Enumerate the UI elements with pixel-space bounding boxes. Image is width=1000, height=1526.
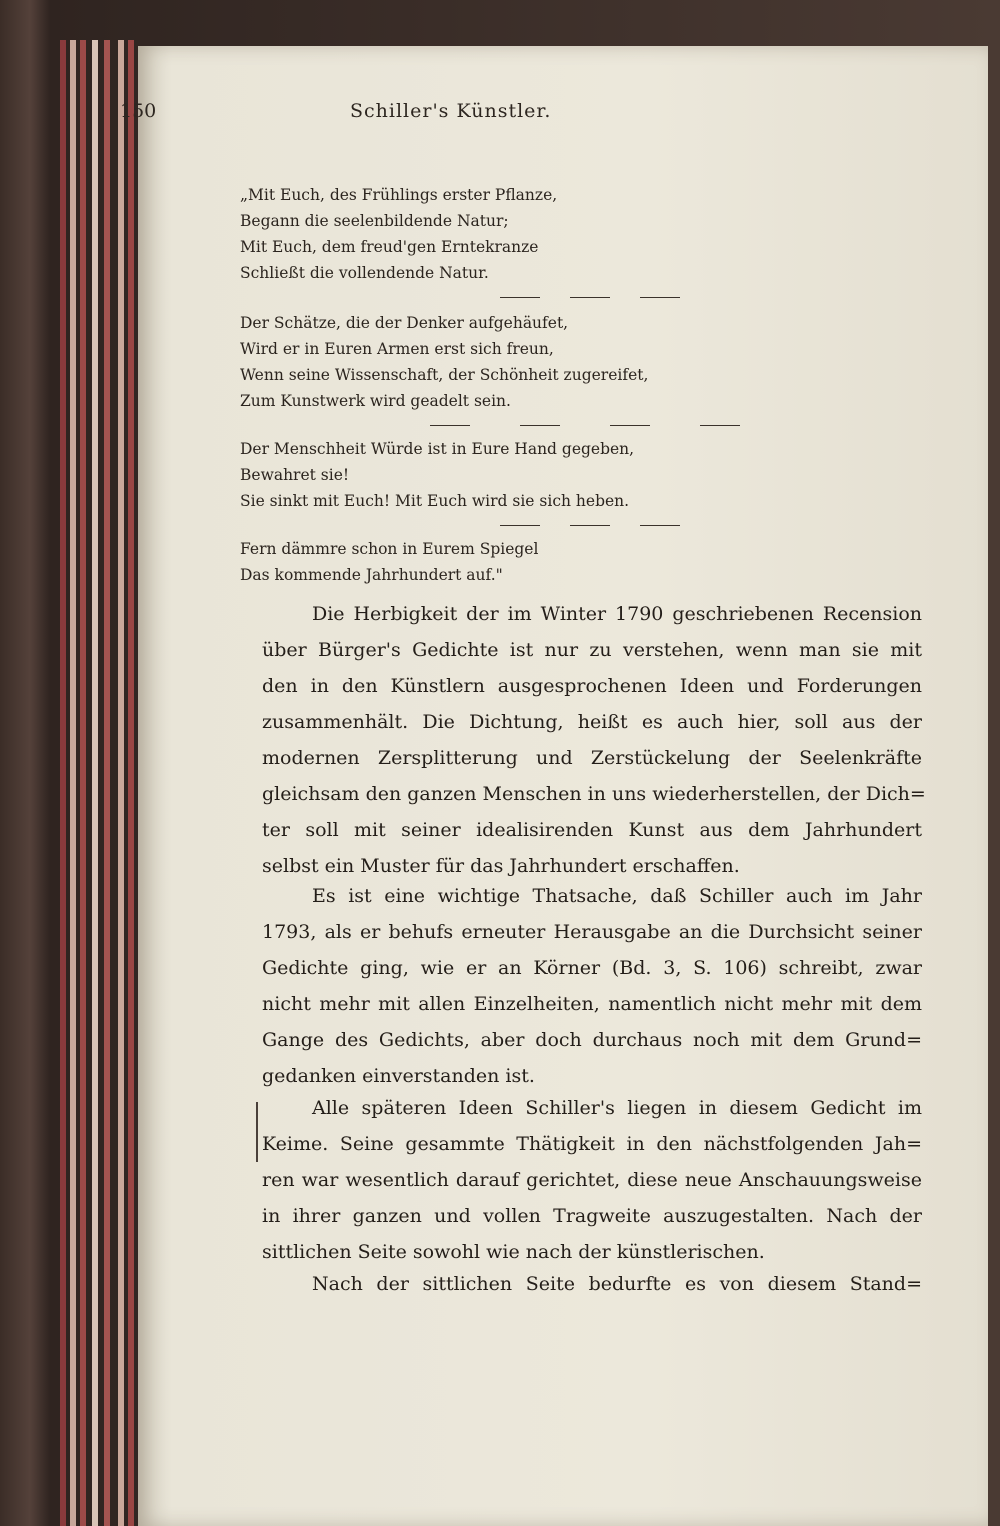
text-line: Alle späteren Ideen Schiller's liegen in diesem Gedicht im	[312, 1097, 922, 1119]
verse-line: Das kommende Jahrhundert auf."	[240, 566, 503, 584]
running-title: Schiller's Künstler.	[350, 100, 552, 122]
paragraph	[262, 878, 922, 1094]
verse-stanza	[240, 182, 800, 286]
text-line: gedanken einverstanden ist.	[262, 1065, 535, 1087]
text-line: Nach der sittlichen Seite bedurfte es von diesem Stand=	[312, 1273, 922, 1295]
text-line: Es ist eine wichtige Thatsache, daß Schiller auch im Jahr	[312, 885, 922, 907]
text-line: modernen Zersplitterung und Zerstückelung der Seelenkräfte	[262, 747, 922, 769]
page-edge-light	[118, 40, 124, 1526]
text-line: gleichsam den ganzen Menschen in uns wiederherstellen, der Dich=	[262, 783, 926, 805]
text-line: nicht mehr mit allen Einzelheiten, namentlich nicht mehr mit dem	[262, 993, 922, 1015]
page-edge-light	[70, 40, 76, 1526]
text-line: Gedichte ging, wie er an Körner (Bd. 3, S. 106) schreibt, zwar	[262, 957, 922, 979]
text-line: in ihrer ganzen und vollen Tragweite auszugestalten. Nach der	[262, 1205, 922, 1227]
page-edge-red	[128, 40, 134, 1526]
margin-mark	[256, 1102, 258, 1162]
verse-stanza	[240, 536, 800, 588]
paragraph	[262, 1266, 922, 1302]
section-divider	[430, 420, 740, 430]
section-divider	[500, 292, 680, 302]
page-edge-red	[60, 40, 66, 1526]
page-header	[120, 100, 680, 130]
verse-stanza	[240, 436, 800, 514]
text-line: selbst ein Muster für das Jahrhundert erschaffen.	[262, 855, 740, 877]
verse-line: Der Menschheit Würde ist in Eure Hand gegeben,	[240, 440, 635, 458]
text-line: Gange des Gedichts, aber doch durchaus noch mit dem Grund=	[262, 1029, 922, 1051]
verse-line: Begann die seelenbildende Natur;	[240, 212, 509, 230]
page-number: 150	[120, 100, 157, 122]
paragraph	[262, 596, 926, 884]
verse-line: Mit Euch, dem freud'gen Erntekranze	[240, 238, 539, 256]
text-line: 1793, als er behufs erneuter Herausgabe an die Durchsicht seiner	[262, 921, 922, 943]
verse-line: Zum Kunstwerk wird geadelt sein.	[240, 392, 511, 410]
paragraph	[262, 1090, 922, 1270]
verse-line: Wenn seine Wissenschaft, der Schönheit zugereifet,	[240, 366, 649, 384]
text-line: Keime. Seine gesammte Thätigkeit in den nächstfolgenden Jah=	[262, 1133, 922, 1155]
verse-line: Fern dämmre schon in Eurem Spiegel	[240, 540, 539, 558]
text-line: Die Herbigkeit der im Winter 1790 geschriebenen Recension	[312, 603, 922, 625]
verse-line: Wird er in Euren Armen erst sich freun,	[240, 340, 554, 358]
text-line: sittlichen Seite sowohl wie nach der künstlerischen.	[262, 1241, 765, 1263]
page-edge-red	[104, 40, 110, 1526]
verse-line: „Mit Euch, des Frühlings erster Pflanze,	[240, 186, 558, 204]
verse-line: Bewahret sie!	[240, 466, 350, 484]
section-divider	[500, 520, 680, 530]
verse-line: Sie sinkt mit Euch! Mit Euch wird sie sich heben.	[240, 492, 630, 510]
page-edge-red	[80, 40, 86, 1526]
verse-stanza	[240, 310, 800, 414]
page-edge-light	[92, 40, 98, 1526]
text-line: ren war wesentlich darauf gerichtet, diese neue Anschauungsweise	[262, 1169, 922, 1191]
text-line: zusammenhält. Die Dichtung, heißt es auch hier, soll aus der	[262, 711, 922, 733]
text-line: den in den Künstlern ausgesprochenen Ideen und Forderungen	[262, 675, 922, 697]
text-line: über Bürger's Gedichte ist nur zu verstehen, wenn man sie mit	[262, 639, 922, 661]
verse-line: Der Schätze, die der Denker aufgehäufet,	[240, 314, 569, 332]
text-line: ter soll mit seiner idealisirenden Kunst aus dem Jahrhundert	[262, 819, 922, 841]
verse-line: Schließt die vollendende Natur.	[240, 264, 489, 282]
